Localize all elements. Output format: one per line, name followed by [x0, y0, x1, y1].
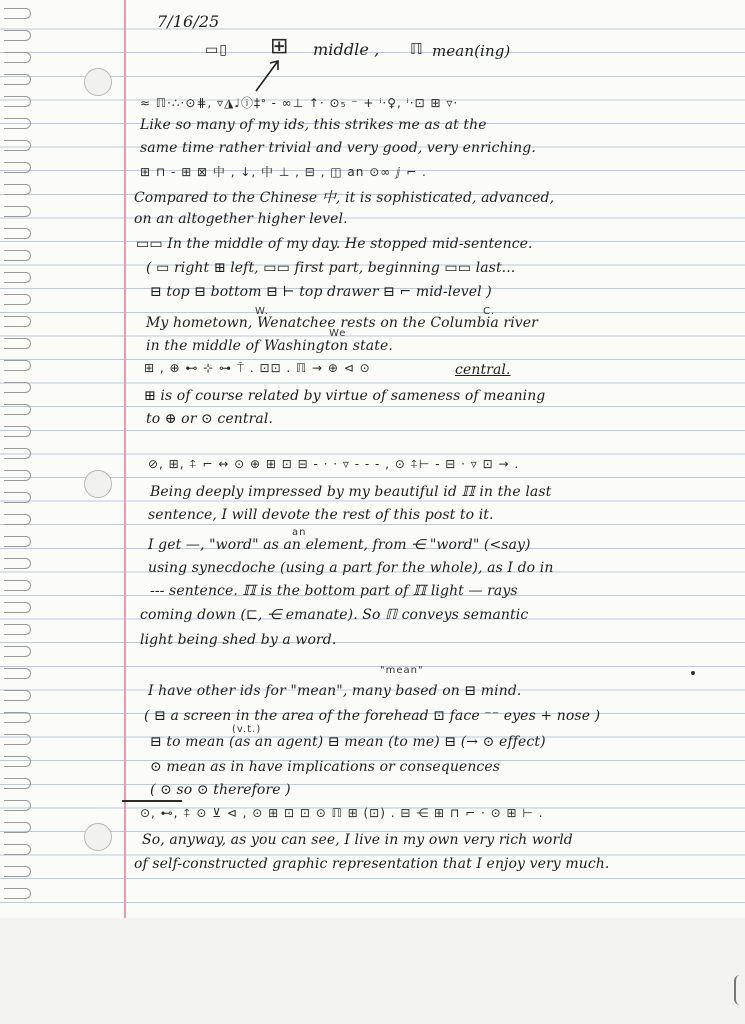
spiral-coil: [4, 690, 31, 701]
ideo-line-2: ⊞ ⊓ - ⊞ ⊠ 中 , ↓, 中 ⊥ , ⊟ , ◫ an ⊙∞ ⅉ ⌐ .: [140, 165, 427, 179]
header-glyph-main: ⊞: [270, 34, 290, 59]
spiral-coil: [4, 866, 31, 877]
header-title-glyph: ℿ: [410, 40, 424, 58]
text-line-25: of self-constructed graphic representation that I enjoy very much.: [134, 856, 610, 872]
text-line-23: ( ⊙ so ⊙ therefore ): [150, 782, 291, 798]
annotation-we: We: [329, 328, 347, 339]
spiral-coil: [4, 30, 31, 41]
header-title-a: middle ,: [313, 40, 380, 59]
spiral-coil: [4, 646, 31, 657]
spiral-coil: [4, 712, 31, 723]
spiral-coil: [4, 470, 31, 481]
spiral-coil: [4, 294, 31, 305]
central-word: central.: [455, 362, 511, 378]
spiral-coil: [4, 140, 31, 151]
text-line-18: light being shed by a word.: [140, 632, 337, 648]
page-margin-bottom: [0, 918, 745, 1024]
text-line-14: I get —, "word" as an element, from ⋲ "word" (<say): [148, 537, 531, 553]
text-line-19: I have other ids for "mean", many based on ⊟ mind.: [148, 683, 522, 699]
header-glyph-left: ▭▯: [205, 42, 228, 58]
spiral-coil: [4, 360, 31, 371]
spiral-coil: [4, 492, 31, 503]
text-line-1: Like so many of my ids, this strikes me as at the: [140, 117, 487, 133]
spiral-coil: [4, 514, 31, 525]
header-title-b: mean(ing): [432, 42, 511, 60]
spiral-coil: [4, 404, 31, 415]
annotation-w: W.: [255, 306, 269, 317]
spiral-coil: [4, 580, 31, 591]
ideo-line-5: ⊙, ⊷, ⍏ ⊙ ⊻ ⊲ , ⊙ ⊞ ⊡ ⊡ ⊙ ℿ ⊞ (⊡) . ⊟ ⋲ ⊞ ⊓ ⌐ · ⊙ ⊞ ⊢ .: [140, 806, 544, 820]
ideo-line-1: ≈ ℿ·∴·⊙⋕, ▿◮♩ⓘ‡ᐤ - ∞⊥ ↑· ⊙₅ ⁻ + ⁱ·♀, ⁱ·⊡ ⊞ ▿·: [140, 96, 459, 110]
text-line-16: --- sentence. ℿ is the bottom part of ℿ light — rays: [150, 583, 518, 599]
spiral-coil: [4, 448, 31, 459]
spiral-coil: [4, 52, 31, 63]
spiral-coil: [4, 602, 31, 613]
ideo-line-3: ⊞ , ⊕ ⊷ ⊹ ⊶ ⍑ . ⊡⊡ . ℿ → ⊕ ⊲ ⊙: [144, 361, 371, 375]
spiral-coil: [4, 228, 31, 239]
punch-hole-middle: [84, 470, 112, 498]
spiral-coil: [4, 778, 31, 789]
text-line-7: ⊟ top ⊟ bottom ⊟ ⊢ top drawer ⊟ ⌐ mid-level ): [150, 284, 492, 300]
text-line-9: in the middle of Washington state.: [146, 338, 393, 354]
entry-date: 7/16/25: [157, 12, 220, 31]
text-line-21: ⊟ to mean (as an agent) ⊟ mean (to me) ⊟ (→ ⊙ effect): [150, 734, 546, 750]
text-line-22: ⊙ mean as in have implications or consequences: [150, 759, 501, 775]
spiral-coil: [4, 338, 31, 349]
spiral-coil: [4, 668, 31, 679]
spiral-coil: [4, 624, 31, 635]
spiral-coil: [4, 272, 31, 283]
spiral-coil: [4, 316, 31, 327]
annotation-vt: (v.t.): [232, 724, 262, 735]
text-line-4: on an altogether higher level.: [134, 211, 348, 227]
arrow-icon: [250, 55, 290, 95]
spiral-coil: [4, 118, 31, 129]
separator-stroke: [122, 800, 182, 802]
text-line-3: Compared to the Chinese 中, it is sophisticated, advanced,: [134, 190, 555, 206]
spiral-coil: [4, 536, 31, 547]
spiral-coil: [4, 734, 31, 745]
spiral-coil: [4, 96, 31, 107]
text-line-2: same time rather trivial and very good, very enriching.: [140, 140, 536, 156]
punch-hole-bottom: [84, 823, 112, 851]
text-line-10: ⊞ is of course related by virtue of sameness of meaning: [144, 388, 546, 404]
spiral-binding: [0, 0, 40, 918]
spiral-coil: [4, 162, 31, 173]
text-line-24: So, anyway, as you can see, I live in my own very rich world: [142, 832, 573, 848]
text-line-17: coming down (⊏, ⋲ emanate). So ℿ conveys semantic: [140, 607, 529, 623]
text-line-13: sentence, I will devote the rest of this post to it.: [148, 507, 494, 523]
spiral-coil: [4, 426, 31, 437]
spiral-coil: [4, 888, 31, 899]
text-line-15: using synecdoche (using a part for the whole), as I do in: [148, 560, 554, 576]
spiral-coil: [4, 206, 31, 217]
text-line-8: My hometown, Wenatchee rests on the Columbia river: [146, 315, 538, 331]
annotation-mean: "mean": [380, 665, 424, 676]
spiral-coil: [4, 558, 31, 569]
spiral-coil: [4, 382, 31, 393]
punch-hole-top: [84, 68, 112, 96]
spiral-coil: [4, 184, 31, 195]
text-line-6: ( ▭ right ⊞ left, ▭▭ first part, beginning ▭▭ last...: [146, 260, 516, 276]
annotation-c: C.: [483, 306, 496, 317]
annotation-an: an: [292, 527, 307, 538]
margin-line: [124, 0, 126, 918]
spiral-coil: [4, 74, 31, 85]
page-edge-mark: [734, 975, 744, 1005]
ink-dot: [691, 671, 695, 675]
spiral-coil: [4, 800, 31, 811]
spiral-coil: [4, 8, 31, 19]
spiral-coil: [4, 250, 31, 261]
text-line-20: ( ⊟ a screen in the area of the forehead ⊡ face ⁻⁻ eyes + nose ): [144, 708, 601, 724]
spiral-coil: [4, 822, 31, 833]
spiral-coil: [4, 844, 31, 855]
text-line-5: ▭▭ In the middle of my day. He stopped mid-sentence.: [136, 236, 533, 252]
text-line-11: to ⊕ or ⊙ central.: [146, 411, 273, 427]
ideo-line-4: ⊘, ⊞, ⍏ ⌐ ↔ ⊙ ⊕ ⊞ ⊡ ⊟ - · · ▿ - - - , ⊙ ⍏⊢ - ⊟ · ▿ ⊡ → .: [148, 457, 520, 471]
text-line-12: Being deeply impressed by my beautiful id ℿ in the last: [150, 484, 552, 500]
spiral-coil: [4, 756, 31, 767]
